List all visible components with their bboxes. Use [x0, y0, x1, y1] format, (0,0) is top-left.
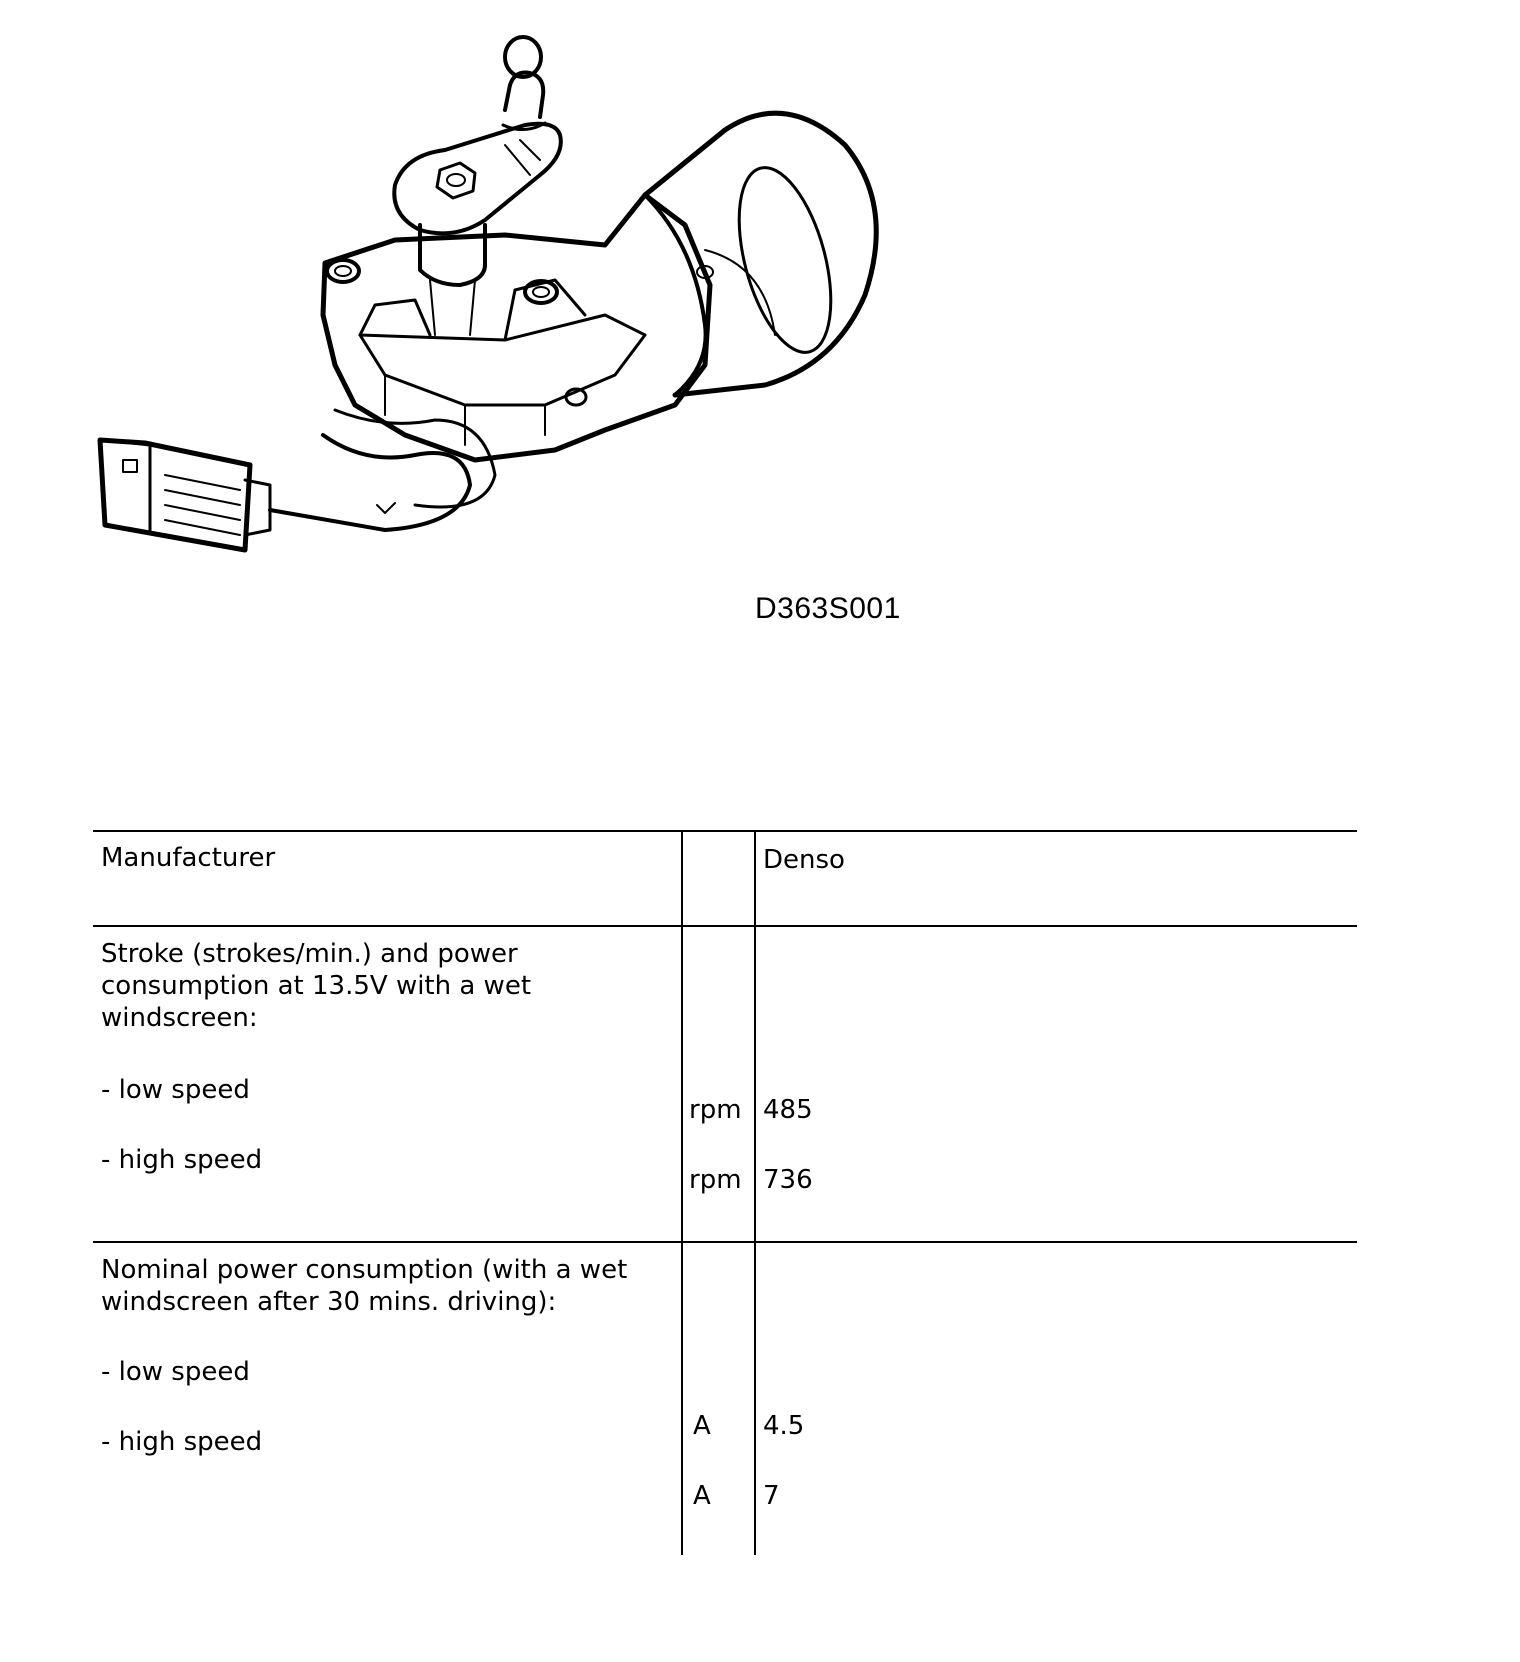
nominal-high-label: - high speed — [101, 1427, 263, 1457]
nominal-low-value: 4.5 — [763, 1411, 805, 1441]
nominal-low-label: - low speed — [101, 1357, 250, 1387]
stroke-heading-line: Stroke (strokes/min.) and power — [101, 939, 518, 969]
nominal-low-unit: A — [693, 1411, 711, 1441]
nominal-high-value: 7 — [763, 1481, 780, 1511]
stroke-high-unit: rpm — [689, 1165, 742, 1195]
figure-code: D363S001 — [755, 592, 901, 625]
table-top-rule — [93, 830, 1357, 832]
stroke-low-unit: rpm — [689, 1095, 742, 1125]
wiper-motor-drawing — [85, 35, 915, 595]
stroke-heading-line: consumption at 13.5V with a wet — [101, 971, 532, 1001]
table-rule — [93, 925, 1357, 927]
stroke-high-label: - high speed — [101, 1145, 263, 1175]
column-divider — [754, 830, 756, 1555]
wiper-motor-figure — [85, 35, 915, 595]
table-rule — [93, 1241, 1357, 1243]
column-divider — [681, 830, 683, 1555]
stroke-high-value: 736 — [763, 1165, 813, 1195]
stroke-heading-line: windscreen: — [101, 1003, 258, 1033]
stroke-low-label: - low speed — [101, 1075, 250, 1105]
manufacturer-value: Denso — [763, 845, 845, 875]
nominal-high-unit: A — [693, 1481, 711, 1511]
manufacturer-label: Manufacturer — [101, 843, 276, 873]
stroke-low-value: 485 — [763, 1095, 813, 1125]
nominal-heading-line: windscreen after 30 mins. driving): — [101, 1287, 557, 1317]
nominal-heading-line: Nominal power consumption (with a wet — [101, 1255, 628, 1285]
